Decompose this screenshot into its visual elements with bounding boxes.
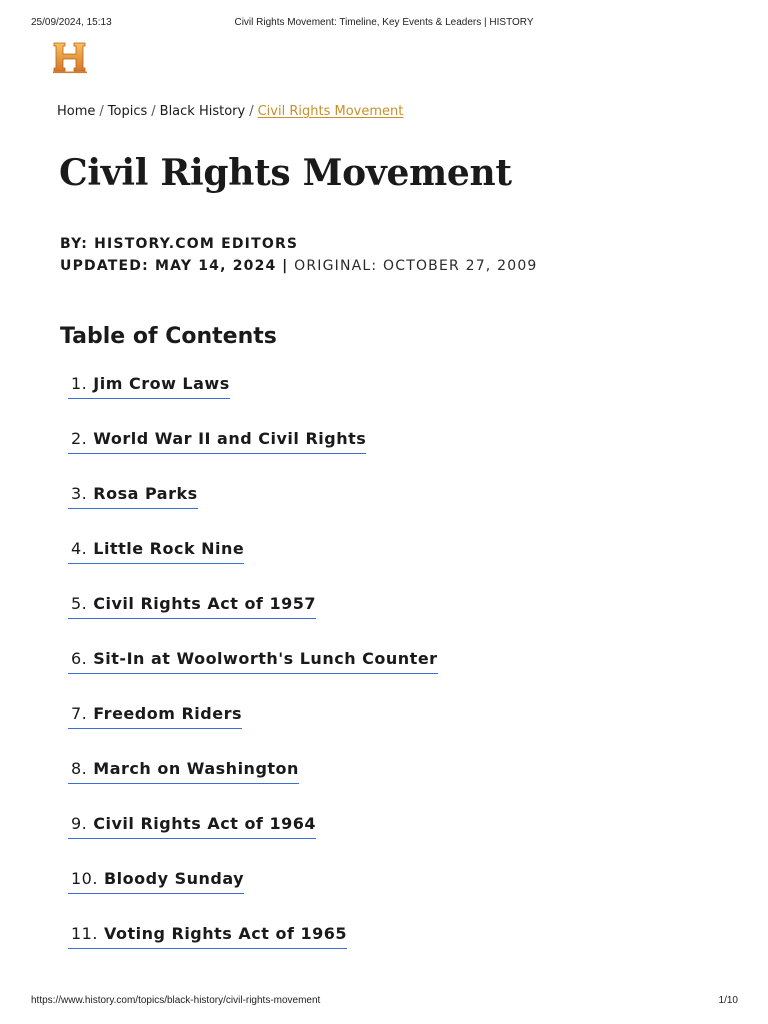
breadcrumb-separator: /: [99, 104, 104, 119]
toc-label: Bloody Sunday: [103, 869, 245, 888]
updated-date: UPDATED: MAY 14, 2024: [60, 258, 277, 274]
toc-item: [68, 649, 438, 704]
print-header: [0, 17, 768, 31]
toc-item: [68, 594, 438, 649]
toc-item: [68, 704, 438, 759]
toc-link-world-war-ii[interactable]: [68, 429, 366, 454]
breadcrumb: [57, 104, 403, 119]
toc-label: Civil Rights Act of 1957: [93, 594, 316, 613]
toc-number: 7.: [71, 704, 88, 723]
toc-item: [68, 869, 438, 924]
history-logo[interactable]: [52, 40, 88, 74]
toc-link-freedom-riders[interactable]: [68, 704, 242, 729]
toc-item: [68, 374, 438, 429]
breadcrumb-topics[interactable]: Topics: [107, 104, 148, 119]
toc-link-civil-rights-act-1957[interactable]: [68, 594, 316, 619]
toc-heading: Table of Contents: [60, 324, 277, 349]
breadcrumb-home[interactable]: Home: [57, 104, 96, 119]
toc-item: [68, 759, 438, 814]
toc-link-rosa-parks[interactable]: [68, 484, 198, 509]
toc-label: Little Rock Nine: [93, 539, 245, 558]
toc-label: World War II and Civil Rights: [93, 429, 367, 448]
breadcrumb-separator: /: [249, 104, 254, 119]
toc-link-march-on-washington[interactable]: [68, 759, 299, 784]
toc-number: 11.: [71, 924, 98, 943]
toc-label: March on Washington: [93, 759, 299, 778]
toc-label: Freedom Riders: [93, 704, 242, 723]
print-doc-title: Civil Rights Movement: Timeline, Key Events & Leaders | HISTORY: [234, 17, 534, 28]
toc-item: [68, 539, 438, 594]
table-of-contents: [68, 374, 438, 979]
toc-link-jim-crow-laws[interactable]: [68, 374, 230, 399]
original-date: ORIGINAL: OCTOBER 27, 2009: [294, 258, 538, 274]
toc-link-civil-rights-act-1964[interactable]: [68, 814, 316, 839]
toc-label: Civil Rights Act of 1964: [93, 814, 316, 833]
breadcrumb-current[interactable]: Civil Rights Movement: [257, 104, 404, 119]
toc-link-little-rock-nine[interactable]: [68, 539, 244, 564]
toc-number: 3.: [71, 484, 88, 503]
article-dates: [60, 258, 538, 274]
date-divider: |: [282, 258, 289, 274]
page-title: Civil Rights Movement: [59, 152, 512, 194]
toc-number: 2.: [71, 429, 88, 448]
print-footer: [0, 995, 768, 1009]
breadcrumb-black-history[interactable]: Black History: [159, 104, 246, 119]
toc-item: [68, 484, 438, 539]
toc-number: 5.: [71, 594, 88, 613]
toc-number: 9.: [71, 814, 88, 833]
toc-label: Voting Rights Act of 1965: [103, 924, 348, 943]
toc-number: 10.: [71, 869, 98, 888]
toc-number: 4.: [71, 539, 88, 558]
toc-item: [68, 924, 438, 979]
toc-label: Sit-In at Woolworth's Lunch Counter: [93, 649, 438, 668]
history-logo-icon: [52, 40, 88, 74]
toc-link-voting-rights-act-1965[interactable]: [68, 924, 347, 949]
toc-label: Jim Crow Laws: [93, 374, 230, 393]
print-datetime: 25/09/2024, 15:13: [31, 17, 112, 28]
author-byline: BY: HISTORY.COM EDITORS: [60, 236, 299, 252]
breadcrumb-separator: /: [151, 104, 156, 119]
toc-number: 1.: [71, 374, 88, 393]
toc-item: [68, 814, 438, 869]
toc-item: [68, 429, 438, 484]
print-page-number: 1/10: [718, 995, 738, 1006]
print-url: https://www.history.com/topics/black-history/civil-rights-movement: [31, 995, 321, 1006]
toc-link-woolworth-sit-in[interactable]: [68, 649, 438, 674]
toc-number: 8.: [71, 759, 88, 778]
toc-label: Rosa Parks: [93, 484, 198, 503]
toc-link-bloody-sunday[interactable]: [68, 869, 244, 894]
toc-number: 6.: [71, 649, 88, 668]
